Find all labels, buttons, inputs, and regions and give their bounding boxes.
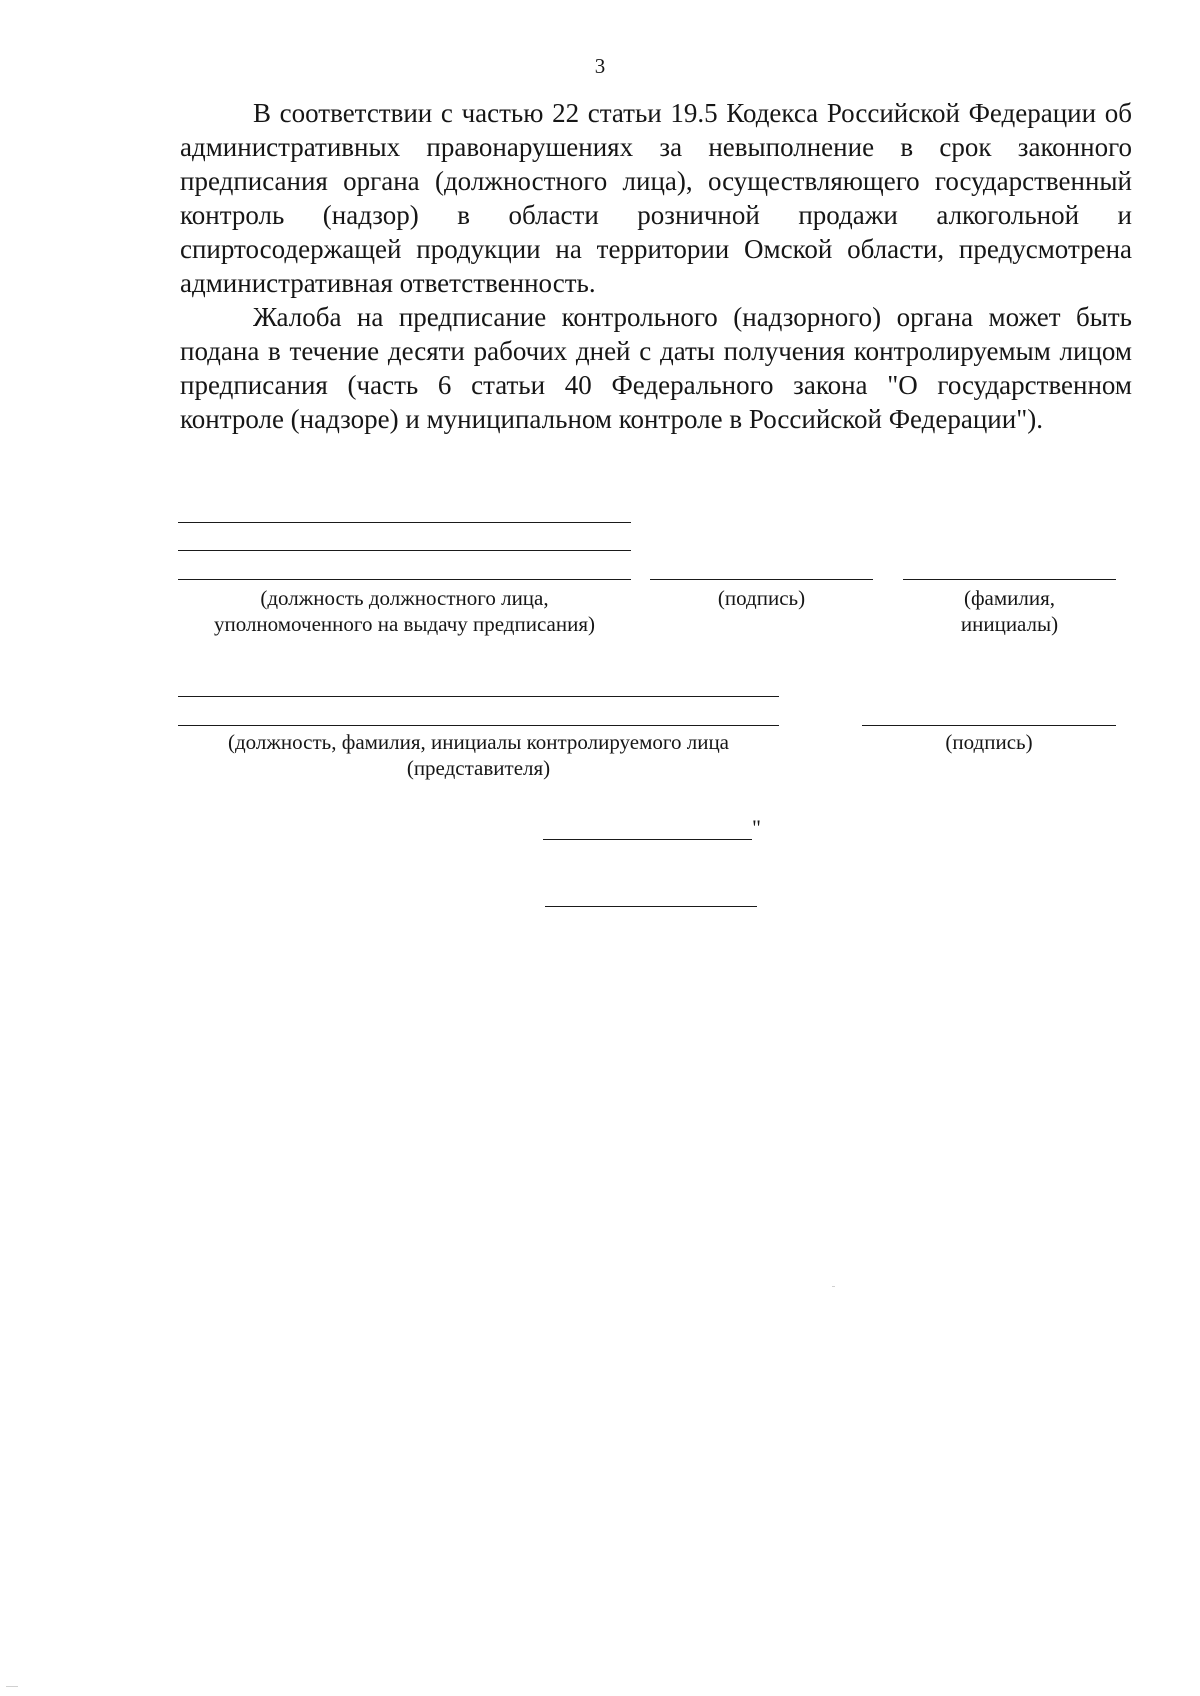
caption-line: (должность должностного лица,	[260, 586, 549, 610]
caption-line: (представителя)	[406, 756, 551, 780]
position-line-3	[178, 579, 631, 580]
scan-artifact	[832, 1286, 835, 1287]
date-line-1	[543, 839, 752, 840]
official-signature-caption: (подпись)	[717, 586, 806, 610]
caption-line: инициалы)	[960, 612, 1059, 636]
position-line-1	[178, 522, 631, 523]
controlled-signature-line	[862, 725, 1116, 726]
date-line-2	[545, 906, 757, 907]
caption-line: (фамилия,	[963, 586, 1056, 610]
name-line	[903, 579, 1116, 580]
controlled-line-1	[178, 696, 779, 697]
signature-line	[650, 579, 873, 580]
position-line-2	[178, 550, 631, 551]
controlled-position-caption	[178, 729, 779, 781]
official-name-caption	[903, 585, 1116, 637]
official-position-caption	[178, 585, 631, 637]
controlled-signature-caption: (подпись)	[945, 730, 1033, 754]
document-body	[180, 96, 1132, 436]
scan-artifact	[6, 1686, 18, 1687]
caption-line: уполномоченного на выдачу предписания)	[213, 612, 595, 636]
closing-quote: "	[752, 815, 761, 840]
page-number: 3	[594, 54, 606, 78]
controlled-line-2	[178, 725, 779, 726]
paragraph-liability: В соответствии с частью 22 статьи 19.5 Кодекса Российской Федерации об административных правонарушениях за невыполнение в срок законного предписания органа (должностного лица), осуществляющего государственный контроль (надзор) в области розничной продажи алкогольной и спиртосодержащей продукции на территории Омской области, предусмотрена административная ответственность.	[180, 98, 1132, 298]
caption-line: (должность, фамилия, инициалы контролируемого лица	[227, 730, 730, 754]
paragraph-complaint: Жалоба на предписание контрольного (надзорного) органа может быть подана в течение десяти рабочих дней с даты получения контролируемым лицом предписания (часть 6 статьи 40 Федерального закона "О государственном контроле (надзоре) и муниципальном контроле в Российской Федерации").	[180, 302, 1132, 434]
